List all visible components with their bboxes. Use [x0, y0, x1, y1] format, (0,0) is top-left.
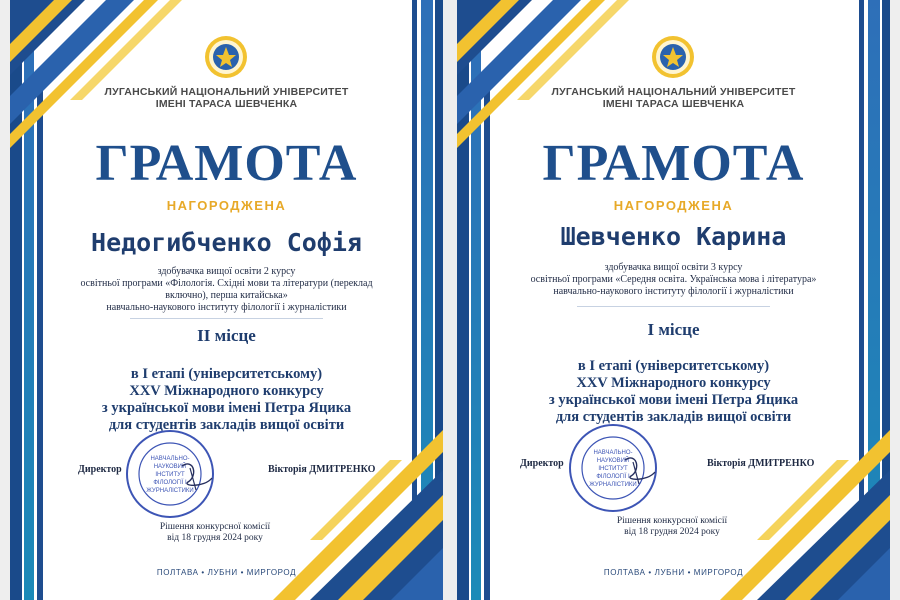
institute-stamp-icon	[567, 422, 659, 514]
stage-line: з української мови імені Петра Яцика	[548, 392, 799, 408]
stamp-line: НАВЧАЛЬНО-	[593, 450, 633, 456]
stamp-line: ЖУРНАЛІСТИКИ	[589, 482, 637, 488]
stage-line: в І етапі (університетському)	[577, 358, 770, 374]
university-line: ІМЕНІ ТАРАСА ШЕВЧЕНКА	[602, 98, 745, 110]
divider	[130, 318, 323, 319]
stamp-line: ЖУРНАЛІСТИКИ	[146, 488, 194, 494]
stage-line: XXV Міжнародного конкурсу	[576, 375, 771, 391]
stamp-line: ФІЛОЛОГІЇ І	[596, 474, 630, 480]
director-name: Вікторія ДМИТРЕНКО	[268, 464, 376, 475]
university-emblem-icon	[203, 34, 249, 80]
director-label: Директор	[520, 458, 564, 469]
place-label: І місце	[647, 320, 700, 339]
university-name	[70, 86, 383, 110]
divider	[577, 306, 770, 307]
stamp-line: ІНСТИТУТ	[155, 472, 185, 478]
recipient-description	[527, 262, 820, 298]
director-label: Директор	[78, 464, 122, 475]
competition-stage	[507, 358, 840, 426]
place-label: ІІ місце	[197, 326, 256, 345]
university-name	[517, 86, 830, 110]
footer-cities: ПОЛТАВА • ЛУБНИ • МИРГОРОД	[156, 568, 297, 577]
stamp-line: НАВЧАЛЬНО-	[150, 456, 190, 462]
decision-note	[115, 522, 315, 544]
decision-line: від 18 грудня 2024 року	[624, 527, 720, 537]
certificate-title: ГРАМОТА	[95, 135, 358, 192]
description-line: здобувачка вищої освіти 3 курсу	[604, 262, 743, 273]
awarded-label: НАГОРОДЖЕНА	[166, 198, 287, 213]
stamp-line: ФІЛОЛОГІЇ І	[153, 480, 187, 486]
recipient-description	[80, 266, 373, 314]
footer-cities: ПОЛТАВА • ЛУБНИ • МИРГОРОД	[603, 568, 744, 577]
certificate-content	[457, 0, 890, 600]
university-line: ЛУГАНСЬКИЙ НАЦІОНАЛЬНИЙ УНІВЕРСИТЕТ	[104, 86, 349, 98]
recipient-name: Шевченко Карина	[560, 222, 787, 251]
decision-note	[572, 516, 772, 538]
stage-line: для студентів закладів вищої освіти	[108, 417, 345, 433]
recipient-name: Недогибченко Софія	[91, 228, 362, 257]
decision-line: Рішення конкурсної комісії	[616, 516, 728, 526]
university-emblem-icon	[650, 34, 696, 80]
stage-line: XXV Міжнародного конкурсу	[129, 383, 324, 399]
stamp-line: НАУКОВИЙ	[153, 464, 187, 470]
certificate-content	[10, 0, 443, 600]
decision-line: Рішення конкурсної комісії	[159, 522, 271, 532]
awarded-label: НАГОРОДЖЕНА	[613, 198, 734, 213]
stamp-line: НАУКОВИЙ	[596, 458, 630, 464]
stage-line: для студентів закладів вищої освіти	[555, 409, 792, 425]
university-line: ІМЕНІ ТАРАСА ШЕВЧЕНКА	[155, 98, 298, 110]
description-line: освітньої програми «Середня освіта. Українська мова і література»	[530, 274, 817, 285]
certificate-left	[10, 0, 443, 600]
decision-line: від 18 грудня 2024 року	[167, 533, 263, 543]
competition-stage	[60, 366, 393, 434]
description-line: здобувачка вищої освіти 2 курсу	[157, 266, 296, 277]
institute-stamp-icon	[124, 428, 216, 520]
stage-line: з української мови імені Петра Яцика	[101, 400, 352, 416]
stamp-line: ІНСТИТУТ	[598, 466, 628, 472]
certificate-title: ГРАМОТА	[542, 135, 805, 192]
description-line: навчально-наукового інституту філології і журналістики	[106, 302, 347, 313]
university-line: ЛУГАНСЬКИЙ НАЦІОНАЛЬНИЙ УНІВЕРСИТЕТ	[551, 86, 796, 98]
stage-line: в І етапі (університетському)	[130, 366, 323, 382]
certificate-right	[457, 0, 890, 600]
description-line: включно), перша китайська»	[165, 290, 288, 301]
description-line: навчально-наукового інституту філології і журналістики	[553, 286, 794, 297]
director-name: Вікторія ДМИТРЕНКО	[707, 458, 815, 469]
description-line: освітньої програми «Філологія. Східні мови та літератури (переклад	[80, 278, 373, 289]
